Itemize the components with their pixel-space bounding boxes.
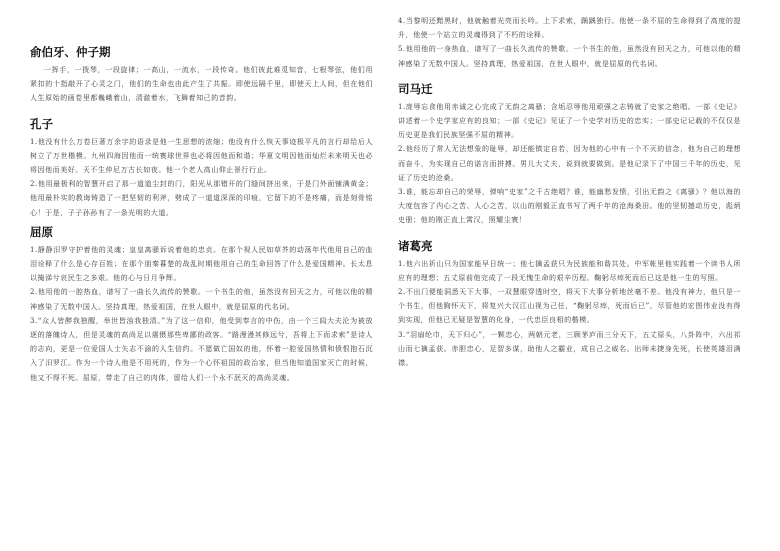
paragraph: 1.庞辱忘食他用赤诚之心完成了无韵之离骚；含垢忍辱他用顽强之志铸就了史家之绝唱。一部《史记》讲述着一个史学家应有的良知；一部《史记》见证了一个史学对历史的忠实；一部史记记载的不仅仅是历史更是我们民族坚强不屈的精神。 bbox=[398, 102, 741, 140]
section-title: 孔子 bbox=[30, 116, 53, 131]
paragraph: 1.他没有什么万卷巨著万余字的语录是他一生思想的浓缩；他没有什么恢天事迹极平凡的言行却给后人树立了万世楷模。九州四海因他而一统寰球世界也必将因他而和谐；华夏文明因他而灿烂未来明天也必将因他而美好。天不生仲尼万古长如夜。他一个老人高山仰止景行行止。 bbox=[30, 137, 373, 175]
paragraph: 1.静静汨罗守护着他的灵魂；皇皇离骚诉说着他的忠贞。在那个视人民如草芥的动荡年代他用自己的血泪诠释了什么是心存百姓；在那个朋秦暮楚的战乱时期他用自己的生命回答了什么是爱国精神。长太息以掩涕兮哀民生之多艰。他的心与日月争辉。 bbox=[30, 245, 373, 283]
section-title: 屈原 bbox=[30, 224, 53, 239]
section-qu-yuan bbox=[30, 224, 373, 385]
right-column bbox=[398, 14, 741, 374]
section-confucius bbox=[30, 116, 373, 220]
paragraph: 3.“羽扇纶巾，天下归心”，一颗忠心，两朝元老，三顾茅庐而三分天下，五丈原头，八卦阵中，六出祁山而七擒孟获。赤胆忠心，足智多谋，助他人之霸业，成自己之威名。出师未捷身先死，长使英雄泪满襟。 bbox=[398, 330, 741, 368]
paragraph: 5.他用他的一身热血，谱写了一曲长久流传的赞歌。一个书生的他，虽然没有回天之力，可他以他的精神感染了无数中国人。坚持真理，热爱祖国，在世人眼中，就是屈原的代名词。 bbox=[398, 45, 741, 68]
paragraph: 一挥手，一拨琴，一段旋律；一高山，一流水，一段传奇。他们彼此难觅知音，七根琴弦，他们用紧扣的十指敲开了心灵之门，他们的生命也由此产生了共振。即使远隔千里，即使天上人间，但在他们人生原始的画卷里都巍峨着山，清澈着水，飞舞着知己的音韵。 bbox=[30, 66, 373, 103]
paragraph: 3.“众人皆醉我独醒，举世皆浊我独清。”为了这一信仰，他受到奉言的中伤，由一个三闾大夫沦为被放逐的落魄诗人，但是灵魂的高尚足以震慑那些卑鄙的政客。“路漫漫其修远兮，吾将上下而求索”是诗人的志向，更是一位爱国人士矢志不渝的人生信约。不愿做亡国奴的他，怀着一腔爱国热情和愤恨抱石沉入了汨罗江。作为一个诗人他是不用死的，作为一个心怀祖国的政治家，但当他知道国家灭亡的时候，他又不得不死。屈原，带走了自己的肉体，留给人们一个永不泯灭的高尚灵魂。 bbox=[30, 316, 373, 382]
section-qu-yuan-continued bbox=[398, 14, 741, 71]
paragraph: 4.当黎明还黯黑时，他就触着光亮而长吟。上下求索，踽踽独行。他使一条不屈的生命得到了高度的提升，他使一个站立的灵魂得到了不朽的诠释。 bbox=[398, 17, 741, 40]
paragraph: 3.谁，能忘却自己的荣辱，弹响“史家”之千古绝唱？谁，能幽愁发愤，引出无韵之《离骚》？他以海的大度包容了内心之苦、人心之苦，以山的刚毅正直书写了两千年的沧海桑田。他的坚韧撼动历史，彪炳史册；他的刚正直上霄汉，照耀尘寰！ bbox=[398, 188, 741, 225]
section-title: 诸葛亮 bbox=[398, 238, 433, 253]
paragraph: 2.他用最极利的智慧开启了那一道道尘封的门，阳光从那错开的门缝间挤出来，于是门外面铺满黄金；他用最朴实的教诲铸造了一把坚韧的利斧，劈成了一道道深深的印痕，它留下的不是疼痛，而是刻骨铭心！于是，子子孙孙有了一条光明的大道。 bbox=[30, 180, 373, 217]
left-column bbox=[30, 44, 373, 389]
section-sima-qian bbox=[398, 81, 741, 228]
paragraph: 1.他六出祈山只为国家能早日统一；他七擒孟获只为民族能和谐共处。中军帐里他实践着一个读书人所应有的理想；五丈原前他完成了一段无愧生命的艰辛历程。鞠躬尽瘁死而后已这是他一生的写照。 bbox=[398, 259, 741, 282]
section-yu-boya bbox=[30, 44, 373, 106]
section-title: 俞伯牙、仲子期 bbox=[30, 45, 111, 59]
section-zhuge-liang bbox=[398, 238, 741, 371]
paragraph: 2.不出门便能洞悉天下大事，一双慧眼穿透时空，将天下大事分析地丝毫不差。他没有神力，他只是一个书生，但他胸怀天下，将复兴大汉江山视为己任，“鞠躬尽瘁，死而后已”，尽管他的宏图伟业没有得到实现，但他已无疑是智慧的化身，一代忠臣良相的楷模。 bbox=[398, 288, 741, 325]
paragraph: 2.他经历了常人无法想象的耻辱，却还能镇定自若，因为他的心中有一个不灭的信念，他为自己的理想而奋斗，为实现自己的诺言而拼搏。男儿大丈夫，说到就要做到。是他记录下了中国三千年的历史，见证了历史的沧桑。 bbox=[398, 145, 741, 182]
paragraph: 2.他用他的一腔热血，谱写了一曲长久流传的赞歌。一个书生的他，虽然没有回天之力，可他以他的精神感染了无数中国人。坚持真理，热爱祖国，在世人眼中，就是屈原的代名词。 bbox=[30, 288, 373, 311]
section-title: 司马迁 bbox=[398, 81, 433, 96]
